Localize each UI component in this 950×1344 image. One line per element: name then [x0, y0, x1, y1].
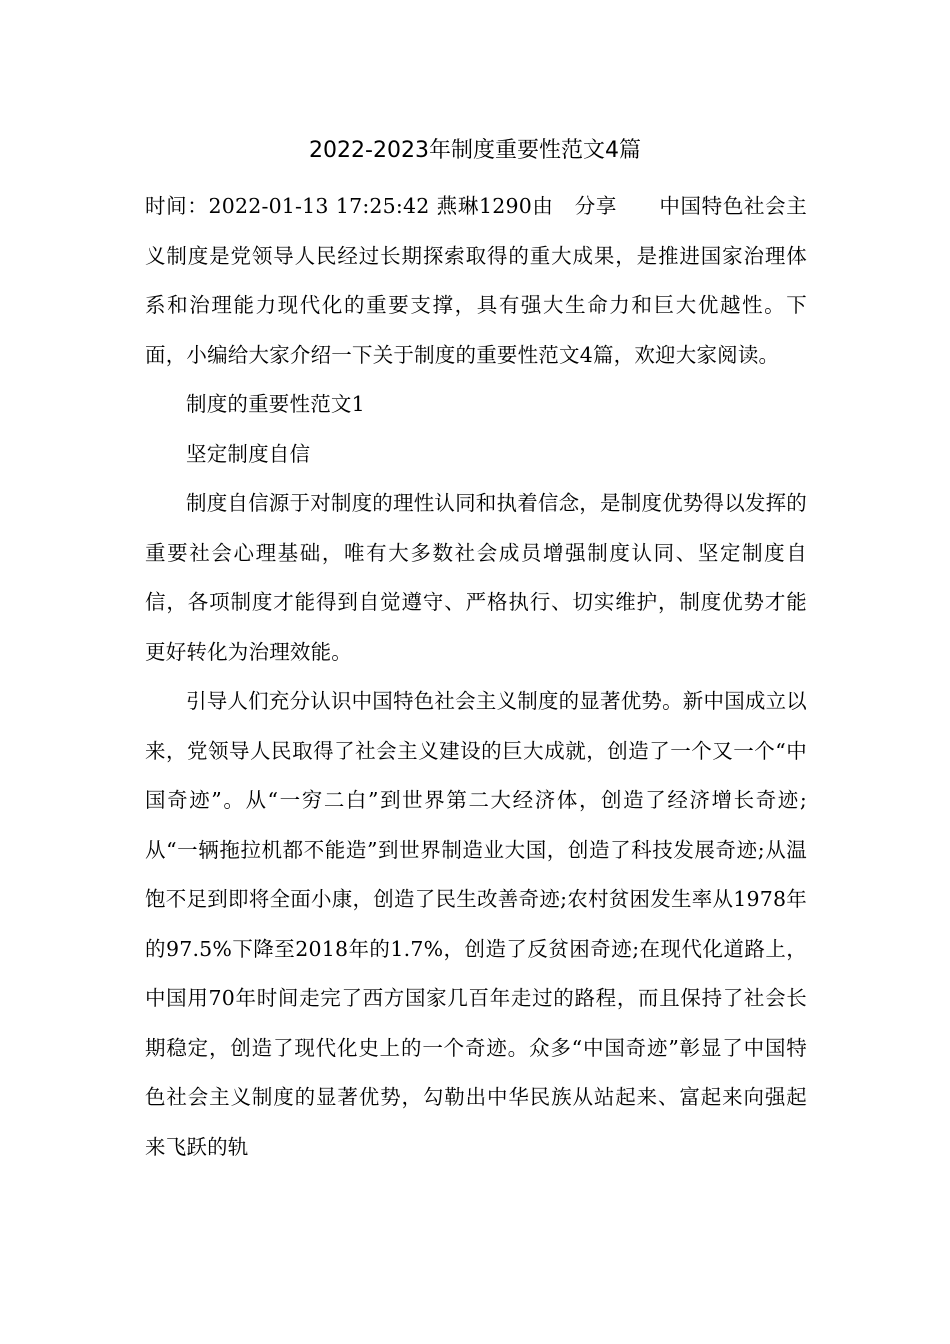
section-heading: 制度的重要性范文1 — [186, 392, 365, 416]
document-title: 2022-2023年制度重要性范文4篇 — [309, 138, 641, 163]
body-paragraph: 制度自信源于对制度的理性认同和执着信念，是制度优势得以发挥的重要社会心理基础，唯有大多数社会成员增强制度认同、坚定制度自信，各项制度才能得到自觉遵守、严格执行、切实维护，制度优势才能更好转化为治理效能。 — [145, 491, 807, 664]
subsection-heading: 坚定制度自信 — [186, 441, 311, 466]
document-body — [145, 182, 807, 1172]
body-paragraph: 引导人们充分认识中国特色社会主义制度的显著优势。新中国成立以来，党领导人民取得了社会主义建设的巨大成就，创造了一个又一个“中国奇迹”。从“一穷二白”到世界第二大经济体，创造了经济增长奇迹;从“一辆拖拉机都不能造”到世界制造业大国，创造了科技发展奇迹;从温饱不足到即将全面小康，创造了民生改善奇迹;农村贫困发生率从1978年的97.5%下降至2018年的1.7%，创造了反贫困奇迹;在现代化道路上，中国用70年时间走完了西方国家几百年走过的路程，而且保持了社会长期稳定，创造了现代化史上的一个奇迹。众多“中国奇迹”彰显了中国特色社会主义制度的显著优势，勾勒出中华民族从站起来、富起来向强起来飞跃的轨 — [145, 689, 807, 1159]
intro-paragraph: 时间：2022-01-13 17:25:42 燕琳1290由 分享 中国特色社会主义制度是党领导人民经过长期探索取得的重大成果，是推进国家治理体系和治理能力现代化的重要支撑，具有强大生命力和巨大优越性。下面，小编给大家介绍一下关于制度的重要性范文4篇，欢迎大家阅读。 — [145, 194, 807, 367]
